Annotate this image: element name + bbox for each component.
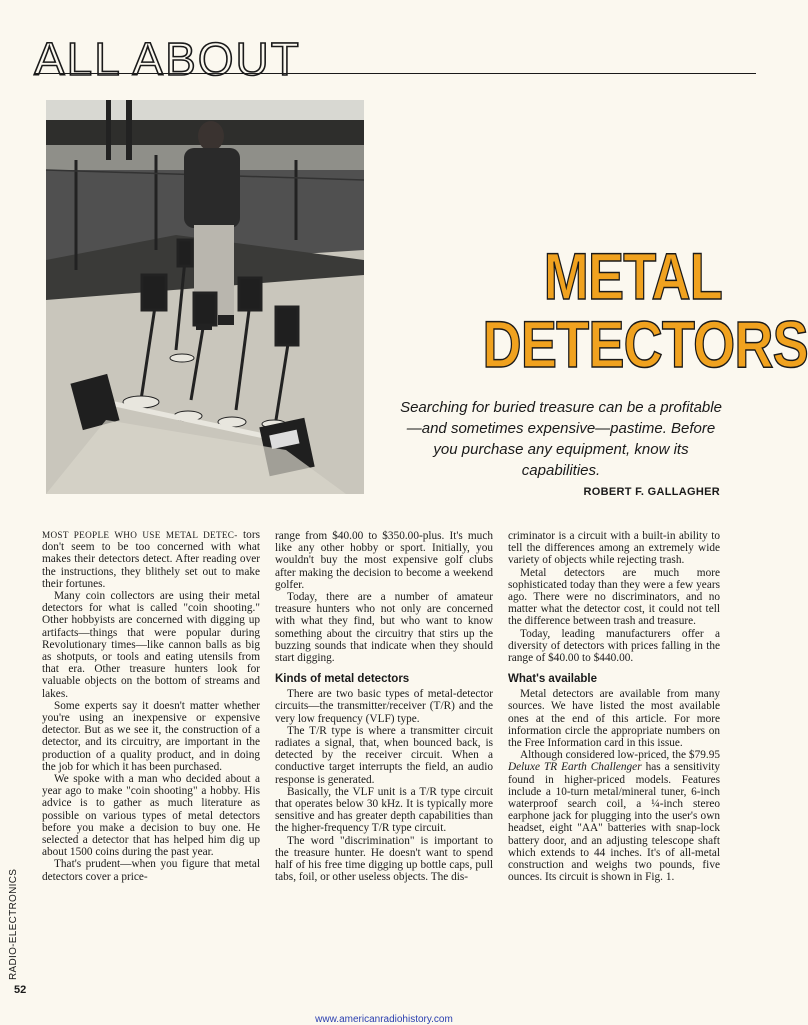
footer-url-link[interactable]: www.americanradiohistory.com [315,1014,453,1025]
paragraph: range from $40.00 to $350.00-plus. It's much like any other hobby or sport. Initially, you wouldn't buy the most expensive golf clubs after making the decision to become a weekend golfer. [275,530,493,591]
paragraph: Today, leading manufacturers offer a diversity of detectors with prices falling in the range of $40.00 to $440.00. [508,627,720,665]
text-column-1 [42,529,260,883]
article-photo [46,100,364,494]
paragraph-text: Although considered low-priced, the $79.95 [520,749,720,762]
paragraph: Some experts say it doesn't matter whether you're using an inexpensive or expensive detector. But as we see it, the construction of a detector, and its circuitry, are important in the production of a quality product, and in doing the job for which it has been purchased. [42,699,260,773]
photo-metal-detectors-in-sandbox [46,100,364,494]
section-heading: What's available [508,673,598,686]
paragraph-text: tors don't seem to be too concerned with what makes their detectors detect. After reading over the instructions, they blithely set out to make their fortunes. [42,529,260,590]
paragraph: Many coin collectors are using their metal detectors for what is called "coin shooting." Other hobbyists are concerned with digging up artifacts—things that were popular during Revolutionary times—like cannon balls as big as shotputs, or tools and eating utensils from that era. Other treasure hunters look for valuable objects on the bottom of streams and lakes. [42,590,260,700]
paragraph [508,749,720,883]
paragraph [42,529,260,590]
magazine-name-sidebar: RADIO-ELECTRONICS [8,868,19,980]
article-title-line2: DETECTORS [482,307,808,381]
paragraph: Today, there are a number of amateur treasure hunters who not only are concerned with what they find, but who want to know something about the circuitry that stirs up the buzzing sounds that indicate when they should start digging. [275,591,493,665]
product-name: Deluxe TR Earth Challenger [508,761,642,774]
text-column-3 [508,530,720,883]
paragraph: Basically, the VLF unit is a T/R type circuit that operates below 30 kHz. It is typically more sensitive and has greater depth capabilities than the higher-frequency T/R type circuit. [275,785,493,835]
paragraph: That's prudent—when you figure that metal detectors cover a price- [42,858,260,883]
text-column-2 [275,530,493,883]
paragraph-text: has a sensitivity found in higher-priced models. Features include a 10-turn metal/mineral tuner, 6-inch waterproof search coil, a ¼-inch stereo earphone jack for plugging into the user's own headset, eight "AA" batteries with snap-lock battery door, and an adjusting telescope shaft which extends to 44 inches. It's of all-metal construction and weighs two pounds, five ounces. Its circuit is shown in Fig. 1. [508,761,720,884]
article-title-line1: METAL [543,239,722,313]
paragraph: We spoke with a man who decided about a year ago to make "coin shooting" a hobby. His advice is to gather as much literature as possible on various types of metal detectors before you make a decision to buy one. He selected a detector that has helped him dig up about 1500 coins during the past year. [42,773,260,859]
header-rule [34,73,756,74]
article-subtitle: Searching for buried treasure can be a profitable—and sometimes expensive—pastime. Before you purchase any equipment, know its capabilities. [400,399,722,479]
section-heading: Kinds of metal detectors [275,673,410,686]
paragraph: The T/R type is where a transmitter circuit radiates a signal, that, when bounced back, is detected by the receiver circuit. When a conductive target interrupts the field, an audio response is generated. [275,724,493,786]
section-header-title: ALL ABOUT [34,33,301,85]
article-title [482,239,808,381]
paragraph: Metal detectors are much more sophisticated today than they were a few years ago. There were no discriminators, and no matter what the detector cost, it could not tell the difference between trash and treasure. [508,566,720,628]
paragraph: The word "discrimination" is important to the treasure hunter. He doesn't want to spend half of his free time digging up bottle caps, pull tabs, foil, or other useless objects. The dis- [275,834,493,884]
lead-in: MOST PEOPLE WHO USE METAL DETEC- [42,530,238,540]
paragraph: Metal detectors are available from many sources. We have listed the most available ones at the end of this article. For more information circle the appropriate numbers on the Free Information card in this issue. [508,688,720,750]
paragraph: criminator is a circuit with a built-in ability to tell the differences among an extremely wide variety of objects while rejecting trash. [508,530,720,567]
page-number: 52 [14,984,27,996]
author-byline: ROBERT F. GALLAGHER [583,486,720,498]
paragraph: There are two basic types of metal-detector circuits—the transmitter/receiver (T/R) and the very low frequency (VLF) type. [275,688,493,725]
